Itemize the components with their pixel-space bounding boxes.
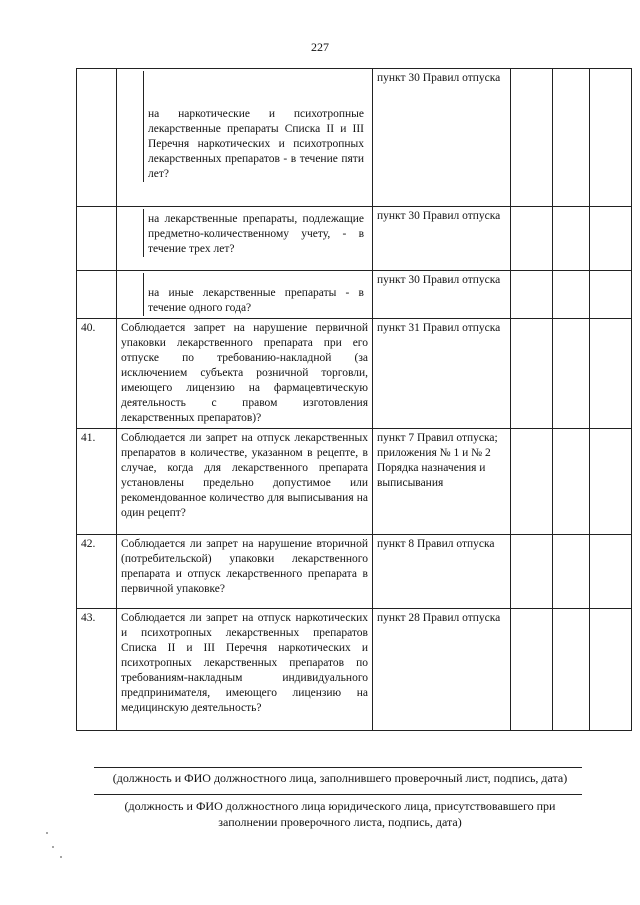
question-text: на иные лекарственные препараты - в течение одного года?	[148, 287, 364, 314]
row-number: 41.	[77, 429, 117, 535]
answer-cell-yes	[511, 271, 553, 319]
answer-cell-yes	[511, 319, 553, 429]
question-cell: Соблюдается запрет на нарушение первичной упаковки лекарственного препарата при его отпуске по требованию-накладной (за исключением субъекта розничной торговли, имеющего лицензию на фармацевтическую деятельность с правом изготовления лекарственных препаратов)?	[117, 319, 373, 429]
row-number	[77, 207, 117, 271]
answer-cell-na	[590, 535, 632, 609]
table-row	[77, 319, 632, 429]
reference-cell: пункт 31 Правил отпуска	[373, 319, 511, 429]
table-row	[77, 69, 632, 207]
signature-caption-filler: (должность и ФИО должностного лица, заполнившего проверочный лист, подпись, дата)	[112, 771, 568, 785]
answer-cell-na	[590, 207, 632, 271]
reference-cell: пункт 8 Правил отпуска	[373, 535, 511, 609]
signature-caption-present: (должность и ФИО должностного лица юридического лица, присутствовавшего при заполнении проверочного листа, подпись, дата)	[124, 799, 556, 829]
answer-cell-yes	[511, 535, 553, 609]
question-cell: Соблюдается ли запрет на отпуск лекарственных препаратов в количестве, указанном в рецепте, в случае, когда для лекарственного препарата установлены предельно допустимое или рекомендованное количество для выписывания на один рецепт?	[117, 429, 373, 535]
signature-line-present	[94, 794, 582, 795]
row-number: 42.	[77, 535, 117, 609]
answer-cell-yes	[511, 207, 553, 271]
question-cell	[117, 271, 373, 319]
answer-cell-no	[553, 69, 590, 207]
table-row	[77, 535, 632, 609]
table-row	[77, 207, 632, 271]
reference-cell: пункт 7 Правил отпуска; приложения № 1 и № 2 Порядка назначения и выписывания	[373, 429, 511, 535]
answer-cell-no	[553, 429, 590, 535]
signature-line-filler	[94, 767, 582, 768]
question-cell: Соблюдается ли запрет на отпуск наркотических и психотропных лекарственных препаратов Списка II и III Перечня наркотических и психотропных лекарственных препаратов по требованиям-накладным индивидуального предпринимателя, имеющего лицензию на медицинскую деятельность?	[117, 609, 373, 731]
answer-cell-na	[590, 429, 632, 535]
scan-speck	[60, 856, 62, 858]
table-row	[77, 271, 632, 319]
answer-cell-yes	[511, 429, 553, 535]
table-row	[77, 609, 632, 731]
question-cell: Соблюдается ли запрет на нарушение вторичной (потребительской) упаковки лекарственного препарата и отпуск лекарственного препарата в первичной упаковке?	[117, 535, 373, 609]
answer-cell-na	[590, 271, 632, 319]
question-text: на наркотические и психотропные лекарственные препараты Списка II и III Перечня наркотических и психотропных лекарственных препаратов - в течение пяти лет?	[148, 108, 364, 180]
question-cell	[117, 69, 373, 207]
answer-cell-na	[590, 69, 632, 207]
answer-cell-na	[590, 319, 632, 429]
answer-cell-no	[553, 319, 590, 429]
answer-cell-no	[553, 207, 590, 271]
page-number: 227	[311, 40, 329, 54]
answer-cell-no	[553, 609, 590, 731]
reference-cell: пункт 30 Правил отпуска	[373, 271, 511, 319]
question-cell	[117, 207, 373, 271]
answer-cell-no	[553, 271, 590, 319]
row-number	[77, 271, 117, 319]
scan-speck	[52, 846, 54, 848]
answer-cell-no	[553, 535, 590, 609]
answer-cell-yes	[511, 609, 553, 731]
reference-cell: пункт 30 Правил отпуска	[373, 207, 511, 271]
reference-cell: пункт 30 Правил отпуска	[373, 69, 511, 207]
scan-speck	[46, 832, 48, 834]
row-number: 43.	[77, 609, 117, 731]
row-number	[77, 69, 117, 207]
answer-cell-yes	[511, 69, 553, 207]
reference-cell: пункт 28 Правил отпуска	[373, 609, 511, 731]
answer-cell-na	[590, 609, 632, 731]
question-text: на лекарственные препараты, подлежащие предметно-количественному учету, - в течение трех лет?	[148, 213, 364, 255]
table-row	[77, 429, 632, 535]
row-number: 40.	[77, 319, 117, 429]
checklist-table	[76, 68, 632, 731]
